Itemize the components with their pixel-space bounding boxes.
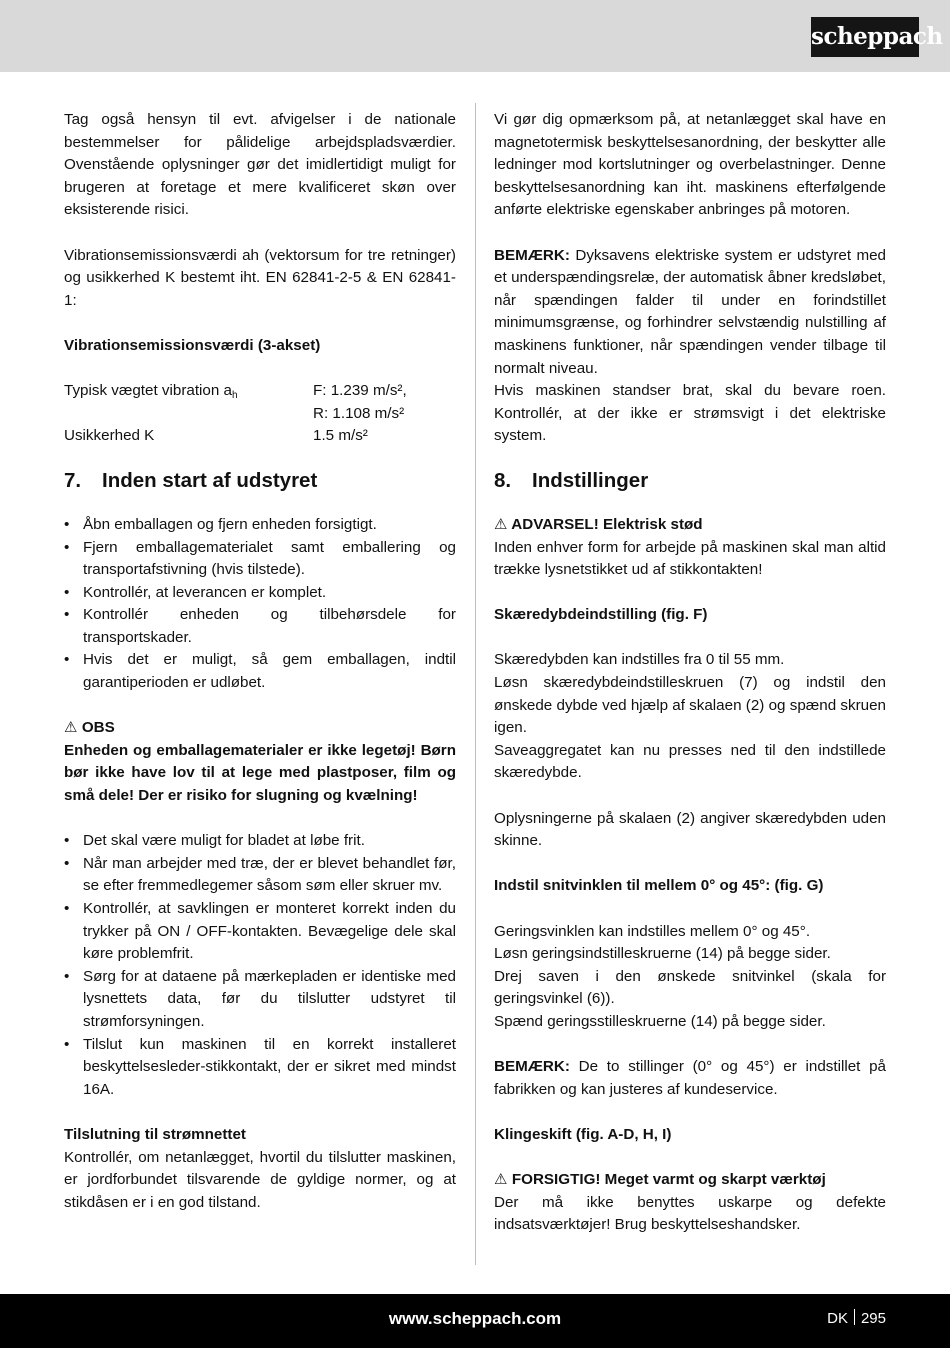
depth-paragraph: Saveaggregatet kan nu presses ned til den indstillede skæredybde. <box>494 741 886 782</box>
list-item: • Kontrollér, at leverancen er komplet. <box>64 583 327 601</box>
list-item: • Når man arbejder med træ, der er blevet behandlet før, se efter fremmedlegemer såsom søm eller skruer mv. <box>64 854 456 895</box>
depth-paragraph: Skæredybden kan indstilles fra 0 til 55 mm. <box>494 651 785 669</box>
note-label: BEMÆRK: <box>494 246 570 264</box>
column-divider <box>475 103 476 1265</box>
uncertainty-label: Usikkerhed K <box>64 427 155 445</box>
obs-heading: ⚠ OBS <box>64 719 115 737</box>
vibration-value-rear: R: 1.108 m/s² <box>313 404 405 422</box>
vibration-value-front: F: 1.239 m/s², <box>313 382 407 400</box>
angle-heading: Indstil snitvinklen til mellem 0° og 45°: (fig. G) <box>494 877 824 895</box>
note-undervoltage: BEMÆRK: Dyksavens elektriske system er udstyret med et underspændingsrelæ, der automatisk åbner kredsløbet, når spændingen falder til under en forindstillet minimumsgrænse, og forhindrer selvstændig nulstilling af maskinens funktioner, når spændingen vender tilbage til normalt niveau. <box>494 246 886 377</box>
language-code: DK <box>827 1310 848 1327</box>
paragraph-vibration-intro: Vibrationsemissionsværdi ah (vektorsum for tre retninger) og usikkerhed K bestemt iht. EN 62841-2-5 & EN 62841-1: <box>64 246 456 309</box>
list-item: • Kontrollér, at savklingen er monteret korrekt inden du trykker på ON / OFF-kontakten. Bevægelige dele skal køre problemfrit. <box>64 900 456 963</box>
warning-icon: ⚠ <box>64 719 78 737</box>
warning-icon: ⚠ <box>494 1171 508 1189</box>
blade-change-heading: Klingeskift (fig. A-D, H, I) <box>494 1125 672 1143</box>
safety-list <box>64 830 456 1101</box>
angle-paragraph: Geringsvinklen kan indstilles mellem 0° og 45°. <box>494 922 811 940</box>
angle-paragraph: Løsn geringsindstilleskruerne (14) på begge sider. <box>494 945 831 963</box>
section-7-title: Inden start af udstyret <box>102 468 318 492</box>
mains-text: Kontrollér, om netanlægget, hvortil du tilslutter maskinen, er jordforbundet tilsvarende de gyldige normer, og at stikdåsen er i en god tilstand. <box>64 1148 456 1211</box>
angle-paragraph: Spænd geringsstilleskruerne (14) på begge sider. <box>494 1012 826 1030</box>
note-label: BEMÆRK: <box>494 1058 570 1076</box>
left-column <box>64 109 456 1214</box>
section-8-title: Indstillinger <box>532 468 649 492</box>
depth-heading: Skæredybdeindstilling (fig. F) <box>494 606 708 624</box>
list-item: • Hvis det er muligt, så gem emballagen, indtil garantiperioden er udløbet. <box>64 651 456 692</box>
list-item: • Kontrollér enheden og tilbehørsdele for transportskader. <box>64 606 456 646</box>
warning-icon: ⚠ <box>494 515 508 533</box>
list-item: • Det skal være muligt for bladet at løbe frit. <box>64 832 365 850</box>
list-item: • Fjern emballagematerialet samt emballering og transportafstivning (hvis tilstede). <box>64 538 456 579</box>
vibration-label-subscript: h <box>231 390 238 402</box>
vibration-label: Typisk vægtet vibration a <box>64 382 232 400</box>
list-item: • Åbn emballagen og fjern enheden forsigtigt. <box>64 515 377 533</box>
scheppach-logo: scheppach <box>811 17 919 57</box>
obs-text: Enheden og emballagematerialer er ikke legetøj! Børn bør ikke have lov til at lege med plastposer, film og små dele! Der er risiko for slugning og kvælning! <box>64 741 456 805</box>
list-item: • Tilslut kun maskinen til en korrekt installeret beskyttelsesleder-stikkontakt, der er sikret med mindst 16A. <box>64 1035 456 1098</box>
electric-shock-warning-text: Inden enhver form for arbejde på maskinen skal man altid trække lysnetstikket ud af stikkontakten! <box>494 538 886 579</box>
paragraph-sudden-stop: Hvis maskinen standser brat, skal du bevare roen. Kontrollér, at der ikke er strømsvigt i det elektriske system. <box>494 382 886 445</box>
vibration-row-uncertainty <box>64 425 456 448</box>
unpacking-list <box>64 514 456 695</box>
right-column <box>494 109 886 1237</box>
paragraph-national-regulations: Tag også hensyn til evt. afvigelser i de nationale bestemmelser for pålidelige arbejdspladsværdier. Ovenstående oplysninger gør det imidlertidigt muligt for brugeren at foretage et mere kvalificeret skøn over eksisterende risici. <box>64 111 456 219</box>
uncertainty-value: 1.5 m/s² <box>313 427 368 445</box>
footer-url: www.scheppach.com <box>388 1309 562 1328</box>
header-bar <box>0 0 950 72</box>
depth-paragraph: Oplysningerne på skalaen (2) angiver skæredybden uden skinne. <box>494 809 886 850</box>
page-number-value: 295 <box>860 1310 886 1327</box>
paragraph-protection-device: Vi gør dig opmærksom på, at netanlægget skal have en magnetotermisk beskyttelsesanordning, der beskytter alle ledninger mod kortslutninger og overbelastninger. Denne beskyttelsesanordning kan iht. maskinens efterfølgende anførte elektriske egenskaber anbringes på motoren. <box>494 111 886 219</box>
section-7-number: 7. <box>64 468 82 492</box>
depth-paragraph: Løsn skæredybdeindstilleskruen (7) og indstil den ønskede dybde ved hjælp af skalaen (2) og spænd skruen igen. <box>494 674 886 737</box>
section-8-number: 8. <box>494 468 512 492</box>
electric-shock-warning-heading: ⚠ ADVARSEL! Elektrisk stød <box>494 515 703 533</box>
vibration-heading: Vibrationsemissionsværdi (3-akset) <box>64 336 321 354</box>
mains-heading: Tilslutning til strømnettet <box>64 1125 246 1143</box>
section-8-heading <box>494 468 886 494</box>
angle-paragraph: Drej saven i den ønskede snitvinkel (skala for geringsvinkel (6)). <box>494 967 886 1008</box>
list-item: • Sørg for at dataene på mærkepladen er identiske med lysnettets data, før du tilslutter udstyret til strømforsyningen. <box>64 967 456 1030</box>
caution-text: Der må ikke benyttes uskarpe og defekte indsatsværktøjer! Brug beskyttelseshandsker. <box>494 1193 886 1234</box>
section-7-heading <box>64 468 456 494</box>
page-number <box>827 1307 886 1331</box>
caution-heading: ⚠ FORSIGTIG! Meget varmt og skarpt værktøj <box>494 1171 826 1189</box>
footer-bar <box>0 1294 950 1348</box>
vibration-row-typical <box>64 380 456 425</box>
note-factory-setting: BEMÆRK: De to stillinger (0° og 45°) er indstillet på fabrikken og kan justeres af kundeservice. <box>494 1058 886 1098</box>
